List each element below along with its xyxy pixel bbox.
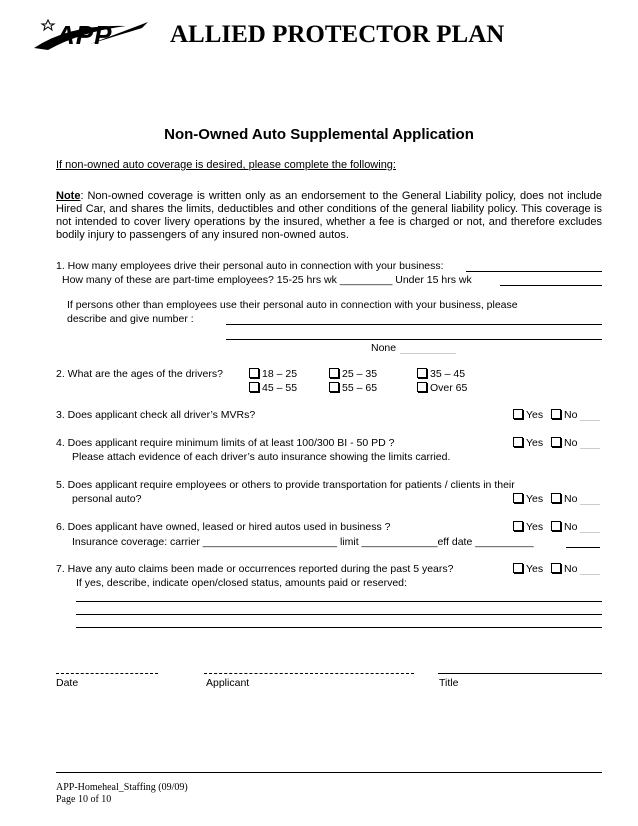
- q7-line-3[interactable]: [76, 627, 602, 628]
- q3-no[interactable]: No: [551, 409, 577, 422]
- checkbox[interactable]: [551, 409, 561, 419]
- q6-yes[interactable]: Yes: [513, 521, 543, 534]
- q4b-text: Please attach evidence of each driver’s auto insurance showing the limits carried.: [72, 451, 451, 463]
- q5b-text: personal auto?: [72, 493, 142, 505]
- logo-text: APP: [56, 20, 113, 50]
- q4-no[interactable]: No: [551, 437, 577, 450]
- checkbox[interactable]: [329, 368, 339, 378]
- checkbox[interactable]: [513, 521, 523, 531]
- age-18-25[interactable]: 18 – 25: [249, 368, 297, 381]
- applicant-line[interactable]: [204, 673, 414, 674]
- q1b-text: How many of these are part-time employees? 15-25 hrs wk _________ Under 15 hrs wk: [62, 274, 472, 286]
- checkbox[interactable]: [551, 563, 561, 573]
- q6b-end-line[interactable]: [566, 547, 600, 548]
- q1-answer-faint-line: [400, 353, 456, 354]
- q1b-answer-line[interactable]: [500, 285, 602, 286]
- q7-line-2[interactable]: [76, 614, 602, 615]
- form-title: Non-Owned Auto Supplemental Application: [164, 126, 474, 143]
- date-label: Date: [56, 677, 79, 689]
- checkbox[interactable]: [551, 493, 561, 503]
- q6-no[interactable]: No: [551, 521, 577, 534]
- age-45-55[interactable]: 45 – 55: [249, 382, 297, 395]
- checkbox[interactable]: [417, 382, 427, 392]
- q7-no[interactable]: No: [551, 563, 577, 576]
- q5-no[interactable]: No: [551, 493, 577, 506]
- checkbox[interactable]: [551, 521, 561, 531]
- title-label: Title: [439, 677, 459, 689]
- q5-faint-line: [580, 504, 600, 505]
- q6-faint-line: [580, 532, 600, 533]
- checkbox[interactable]: [329, 382, 339, 392]
- q7-yes[interactable]: Yes: [513, 563, 543, 576]
- q3-yes[interactable]: Yes: [513, 409, 543, 422]
- q1c-text: If persons other than employees use their personal auto in connection with your business, please: [67, 299, 518, 311]
- q5-text: 5. Does applicant require employees or others to provide transportation for patients / clients in their: [56, 479, 515, 491]
- q5-yes[interactable]: Yes: [513, 493, 543, 506]
- age-25-35[interactable]: 25 – 35: [329, 368, 377, 381]
- checkbox[interactable]: [513, 563, 523, 573]
- q2-text: 2. What are the ages of the drivers?: [56, 368, 223, 380]
- footer-page: Page 10 of 10: [56, 794, 112, 805]
- q3-faint-line: [580, 420, 600, 421]
- checkbox[interactable]: [513, 437, 523, 447]
- q6-text: 6. Does applicant have owned, leased or hired autos used in business ?: [56, 521, 391, 533]
- q6b-text: Insurance coverage: carrier _______________________ limit _____________eff date __________: [72, 536, 534, 548]
- checkbox[interactable]: [513, 409, 523, 419]
- q7-faint-line: [580, 574, 600, 575]
- note-paragraph: [56, 190, 602, 242]
- q4-yes[interactable]: Yes: [513, 437, 543, 450]
- q1-answer-line[interactable]: [466, 271, 602, 272]
- title-line[interactable]: [438, 673, 602, 674]
- checkbox[interactable]: [551, 437, 561, 447]
- date-line[interactable]: [56, 673, 158, 674]
- note-text: : Non-owned coverage is written only as an endorsement to the General Liability policy, does not include Hired Car, and shares the limits, deductibles and other conditions of the general liability policy. This coverage is not intended to cover livery operations by the insured, whether a fee is charged or not, and therefore excludes bodily injury to passengers of any insured non-owned autos.: [56, 190, 602, 241]
- q1d-text: describe and give number :: [67, 313, 194, 325]
- checkbox[interactable]: [513, 493, 523, 503]
- checkbox[interactable]: [249, 368, 259, 378]
- note-label: Note: [56, 190, 81, 202]
- q4-text: 4. Does applicant require minimum limits of at least 100/300 BI - 50 PD ?: [56, 437, 395, 449]
- age-35-45[interactable]: 35 – 45: [417, 368, 465, 381]
- age-55-65[interactable]: 55 – 65: [329, 382, 377, 395]
- q7b-text: If yes, describe, indicate open/closed status, amounts paid or reserved:: [76, 577, 407, 589]
- applicant-label: Applicant: [206, 677, 250, 689]
- q7-line-1[interactable]: [76, 601, 602, 602]
- age-over-65[interactable]: Over 65: [417, 382, 467, 395]
- intro-text: If non-owned auto coverage is desired, please complete the following:: [56, 159, 396, 171]
- q1d-line-2[interactable]: [226, 339, 602, 340]
- company-name: ALLIED PROTECTOR PLAN: [170, 21, 505, 48]
- footer-form-id: APP-Homeheal_Staffing (09/09): [56, 782, 188, 793]
- q1-text: 1. How many employees drive their personal auto in connection with your business:: [56, 260, 444, 272]
- checkbox[interactable]: [417, 368, 427, 378]
- q1d-line-1[interactable]: [226, 324, 602, 325]
- q7-text: 7. Have any auto claims been made or occurrences reported during the past 5 years?: [56, 563, 454, 575]
- footer-rule: [56, 772, 602, 773]
- q1-answer-none: None: [371, 342, 397, 354]
- q4-faint-line: [580, 448, 600, 449]
- q3-text: 3. Does applicant check all driver’s MVRs?: [56, 409, 256, 421]
- app-logo: [30, 14, 150, 54]
- checkbox[interactable]: [249, 382, 259, 392]
